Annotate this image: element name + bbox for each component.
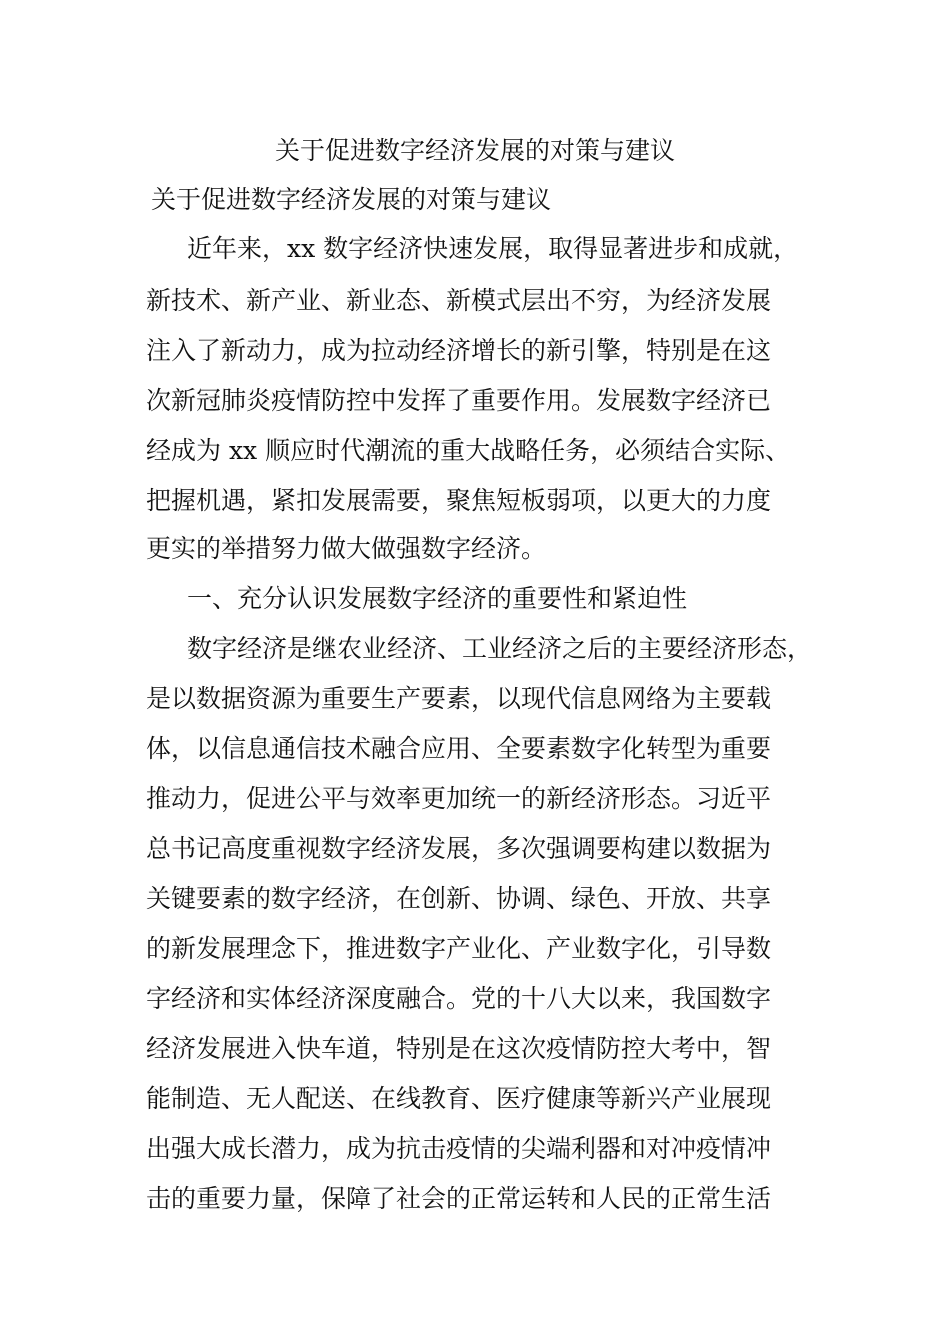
section1-line-3: 体，以信息通信技术融合应用、全要素数字化转型为重要 — [146, 734, 772, 763]
section1-line-11: 出强大成长潜力，成为抗击疫情的尖端利器和对冲疫情冲 — [146, 1134, 772, 1163]
section1-line-2: 是以数据资源为重要生产要素，以现代信息网络为主要载 — [146, 684, 772, 713]
intro-line-1: 近年来，xx 数字经济快速发展，取得显著进步和成就， — [187, 234, 799, 263]
section1-line-9: 经济发展进入快车道，特别是在这次疫情防控大考中，智 — [146, 1034, 772, 1063]
intro-line-7: 更实的举措努力做大做强数字经济。 — [146, 534, 547, 563]
intro-line-4: 次新冠肺炎疫情防控中发挥了重要作用。发展数字经济已 — [146, 386, 772, 415]
intro-line-5: 经成为 xx 顺应时代潮流的重大战略任务，必须结合实际、 — [146, 436, 791, 465]
document-title: 关于促进数字经济发展的对策与建议 — [274, 136, 675, 165]
section1-line-6: 关键要素的数字经济，在创新、协调、绿色、开放、共享 — [146, 884, 772, 913]
intro-line-3: 注入了新动力，成为拉动经济增长的新引擎，特别是在这 — [146, 336, 772, 365]
section1-line-1: 数字经济是继农业经济、工业经济之后的主要经济形态， — [187, 634, 813, 663]
section1-line-5: 总书记高度重视数字经济发展，多次强调要构建以数据为 — [146, 834, 772, 863]
section1-line-4: 推动力，促进公平与效率更加统一的新经济形态。习近平 — [146, 784, 772, 813]
section1-line-8: 字经济和实体经济深度融合。党的十八大以来，我国数字 — [146, 984, 772, 1013]
section1-line-12: 击的重要力量，保障了社会的正常运转和人民的正常生活 — [146, 1184, 772, 1213]
intro-line-6: 把握机遇，紧扣发展需要，聚焦短板弱项，以更大的力度 — [146, 486, 772, 515]
section1-line-7: 的新发展理念下，推进数字产业化、产业数字化，引导数 — [146, 934, 772, 963]
intro-line-2: 新技术、新产业、新业态、新模式层出不穷，为经济发展 — [146, 286, 772, 315]
section1-heading: 一、充分认识发展数字经济的重要性和紧迫性 — [187, 584, 688, 613]
section1-line-10: 能制造、无人配送、在线教育、医疗健康等新兴产业展现 — [146, 1084, 772, 1113]
document-subtitle: 关于促进数字经济发展的对策与建议 — [151, 185, 552, 214]
